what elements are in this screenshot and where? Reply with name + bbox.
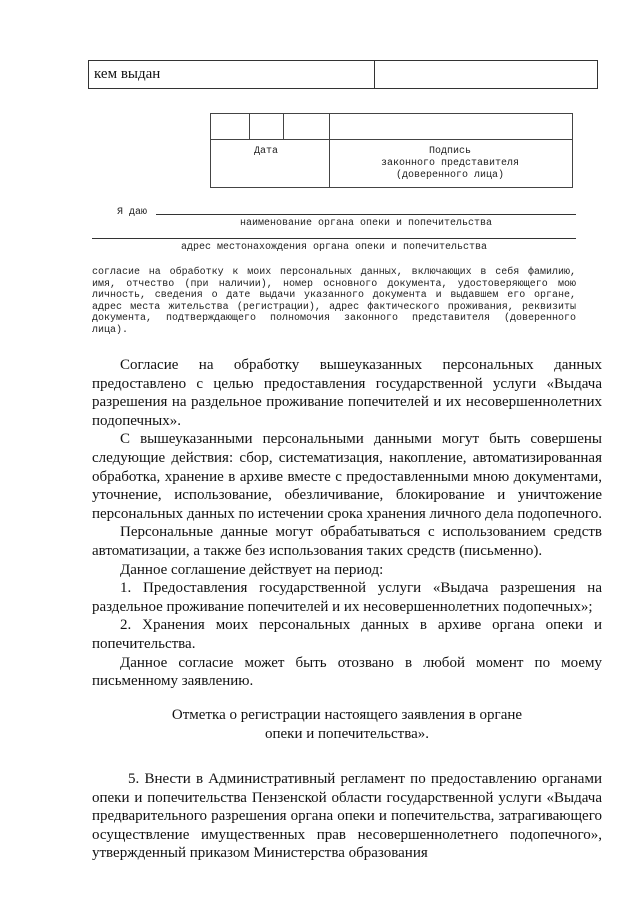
consent-body (92, 356, 602, 691)
authority-address-line (92, 238, 576, 239)
authority-name-line (156, 214, 576, 215)
issued-by-label-cell (89, 61, 375, 88)
signature-label: Подпись законного представителя (доверенного лица) (380, 146, 520, 181)
body-paragraph: 2. Хранения моих персональных данных в архиве органа опеки и попечительства. (92, 617, 602, 652)
amendment-paragraph: 5. Внести в Административный регламент по предоставлению органами опеки и попечительства Пензенской области государственной услуги «Выдача предварительного разрешения органа опеки и попечительства, затрагивающего осуществление имущественных прав несовершеннолетнего подопечного», утвержденный приказом Министерства образования (92, 771, 602, 862)
body-paragraph: Согласие на обработку вышеуказанных персональных данных предоставлено с целью предоставления государственной услуги «Выдача разрешения на раздельное проживание попечителей и их несовершеннолетних подопечных». (92, 357, 602, 429)
authority-address-caption: адрес местонахождения органа опеки и попечительства (180, 242, 488, 253)
signature-table-divider (283, 114, 284, 139)
consent-paragraph: согласие на обработку к моих персональных данных, включающих в себя фамилию, имя, отчество (при наличии), номер основного документа, удостоверяющего мою личность, сведения о дате выдачи указанного документа и выдавшем его органе, адрес места жительства (регистрации), адрес фактического проживания, реквизиты документа, подтверждающего полномочия законного представителя (доверенного лица). (92, 267, 576, 336)
signature-table-divider (249, 114, 250, 139)
body-paragraph: Данное соглашение действует на период: (120, 561, 384, 578)
date-label: Дата (254, 146, 279, 157)
signature-table-divider (329, 114, 330, 187)
body-paragraph: Данное согласие может быть отозвано в любой момент по моему письменному заявлению. (92, 654, 602, 690)
i-give-label: Я даю (117, 207, 148, 218)
authority-name-caption: наименование органа опеки и попечительства (239, 218, 493, 229)
body-paragraph: Персональные данные могут обрабатываться с использованием средств автоматизации, а также без использования таких средств (письменно). (92, 524, 602, 559)
issued-by-table (88, 60, 598, 89)
signature-table-top-row (211, 114, 572, 140)
body-paragraph: С вышеуказанными персональными данными могут быть совершены следующие действия: сбор, систематизация, накопление, автоматизированная обработка, хранение в архиве вместе с предоставленными мною документами, уточнение, использование, обезличивание, блокирование и уничтожение персональных данных по истечении срока хранения личного дела подопечного. (92, 431, 602, 522)
registration-mark: Отметка о регистрации настоящего заявления в органе опеки и попечительства». (171, 707, 523, 742)
issued-by-label: кем выдан (94, 66, 161, 82)
body-paragraph: 1. Предоставления государственной услуги «Выдача разрешения на раздельное проживание попечителей и их несовершеннолетних подопечных»; (92, 580, 602, 615)
